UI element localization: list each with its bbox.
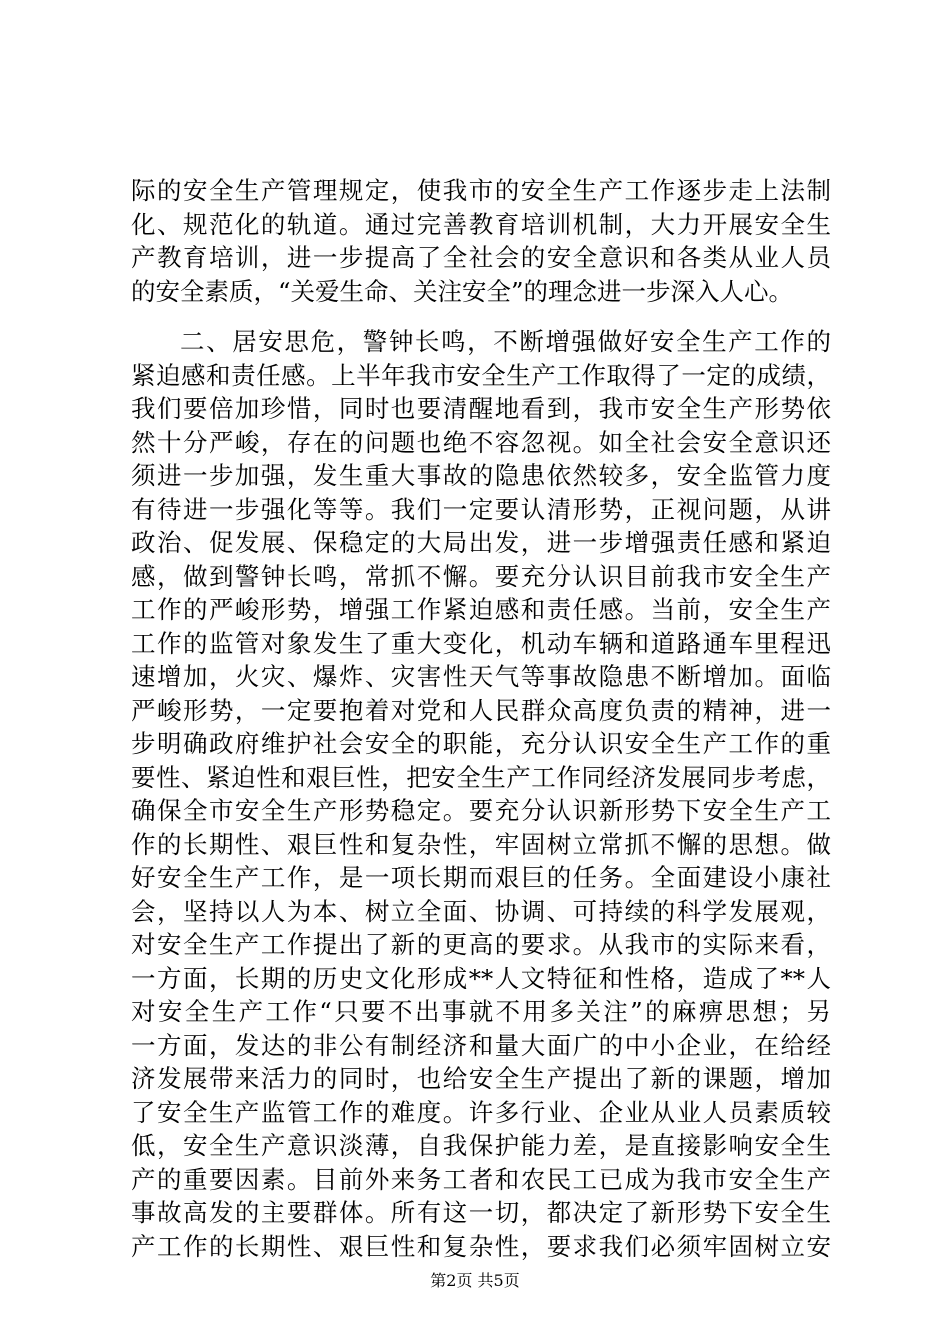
paragraph-1 [131, 174, 831, 308]
text-line: 好安全生产工作，是一项长期而艰巨的任务。全面建设小康社 [131, 863, 831, 892]
text-line: 低，安全生产意识淡薄，自我保护能力差，是直接影响安全生 [131, 1131, 831, 1160]
text-line: 步明确政府维护社会安全的职能，充分认识安全生产工作的重 [131, 729, 831, 758]
text-line: 速增加，火灾、爆炸、灾害性天气等事故隐患不断增加。面临 [131, 662, 831, 691]
text-line: 严峻形势，一定要抱着对党和人民群众高度负责的精神，进一 [131, 695, 831, 725]
text-line: 产教育培训，进一步提高了全社会的安全意识和各类从业人员 [131, 243, 831, 272]
text-line: 然十分严峻，存在的问题也绝不容忽视。如全社会安全意识还 [131, 427, 831, 457]
paragraph-2 [131, 325, 831, 1263]
text-line: 济发展带来活力的同时，也给安全生产提出了新的课题，增加 [131, 1064, 831, 1093]
text-line: 对安全生产工作提出了新的更高的要求。从我市的实际来看， [131, 930, 831, 959]
text-line: 政治、促发展、保稳定的大局出发，进一步增强责任感和紧迫 [131, 528, 831, 557]
text-line: 紧迫感和责任感。上半年我市安全生产工作取得了一定的成绩， [131, 360, 831, 390]
text-line: 际的安全生产管理规定，使我市的安全生产工作逐步走上法制 [131, 176, 831, 205]
text-line: 工作的监管对象发生了重大变化，机动车辆和道路通车里程迅 [131, 628, 831, 658]
text-line: 一方面，长期的历史文化形成**人文特征和性格，造成了**人 [131, 963, 831, 993]
text-line: 一方面，发达的非公有制经济和量大面广的中小企业，在给经 [131, 1030, 831, 1060]
text-line: 作的长期性、艰巨性和复杂性，牢固树立常抓不懈的思想。做 [131, 829, 831, 859]
text-line: 了安全生产监管工作的难度。许多行业、企业从业人员素质较 [131, 1097, 831, 1127]
text-line: 产的重要因素。目前外来务工者和农民工已成为我市安全生产 [131, 1164, 831, 1194]
text-line: 会，坚持以人为本、树立全面、协调、可持续的科学发展观， [131, 896, 831, 926]
text-line: 产工作的长期性、艰巨性和复杂性，要求我们必须牢固树立安 [131, 1231, 831, 1261]
text-line: 有待进一步强化等等。我们一定要认清形势，正视问题，从讲 [131, 494, 831, 524]
text-line: 要性、紧迫性和艰巨性，把安全生产工作同经济发展同步考虑， [131, 762, 831, 792]
text-line: 对安全生产工作“只要不出事就不用多关注”的麻痹思想；另 [131, 997, 831, 1026]
text-line: 的安全素质，“关爱生命、关注安全”的理念进一步深入人心。 [131, 276, 794, 306]
text-line: 感，做到警钟长鸣，常抓不懈。要充分认识目前我市安全生产 [131, 561, 831, 591]
text-line: 化、规范化的轨道。通过完善教育培训机制，大力开展安全生 [131, 209, 831, 239]
text-line: 须进一步加强，发生重大事故的隐患依然较多，安全监管力度 [131, 461, 831, 490]
text-line: 二、居安思危，警钟长鸣，不断增强做好安全生产工作的 [180, 327, 831, 356]
text-line: 我们要倍加珍惜，同时也要清醒地看到，我市安全生产形势依 [131, 394, 831, 423]
text-line: 确保全市安全生产形势稳定。要充分认识新形势下安全生产工 [131, 796, 831, 825]
text-line: 事故高发的主要群体。所有这一切，都决定了新形势下安全生 [131, 1198, 831, 1227]
page-number-footer: 第2页 共5页 [430, 1271, 520, 1290]
text-line: 工作的严峻形势，增强工作紧迫感和责任感。当前，安全生产 [131, 595, 831, 624]
